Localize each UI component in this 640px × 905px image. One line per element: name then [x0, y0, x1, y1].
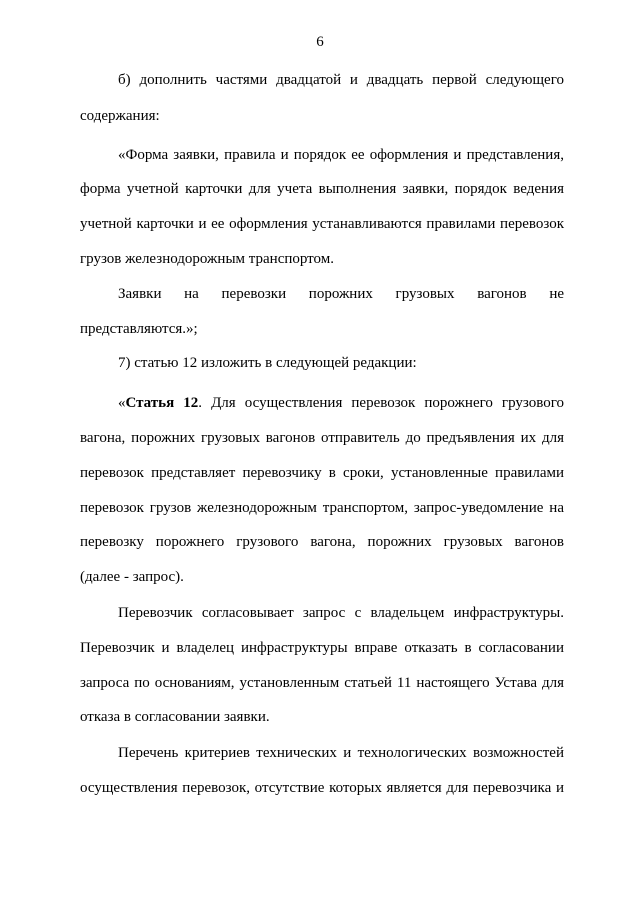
- article-open-quote: «: [118, 395, 126, 411]
- paragraph-5-line-1: [118, 394, 564, 412]
- paragraph-6-line-1: Перевозчик согласовывает запрос с владельцем инфраструктуры.: [118, 605, 564, 621]
- article-title: Статья 12: [125, 395, 199, 411]
- article-first-line-text: . Для осуществления перевозок порожнего грузового: [198, 395, 564, 411]
- paragraph-5-line-4: перевозок грузов железнодорожным транспортом, запрос-уведомление на: [80, 500, 564, 516]
- paragraph-2-line-2: форма учетной карточки для учета выполнения заявки, порядок ведения: [80, 181, 564, 197]
- paragraph-3-line-1: Заявки на перевозки порожних грузовых вагонов не: [118, 286, 564, 302]
- paragraph-3-line-2: представляются.»;: [80, 321, 198, 337]
- paragraph-2-line-1: «Форма заявки, правила и порядок ее оформления и представления,: [118, 147, 564, 163]
- paragraph-2-line-4: грузов железнодорожным транспортом.: [80, 251, 334, 267]
- paragraph-7-line-1: Перечень критериев технических и технологических возможностей: [118, 745, 564, 761]
- paragraph-4-line-1: 7) статью 12 изложить в следующей редакции:: [118, 355, 417, 371]
- paragraph-2-line-3: учетной карточки и ее оформления устанавливаются правилами перевозок: [80, 216, 564, 232]
- page-number: 6: [316, 34, 324, 50]
- paragraph-5-line-2: вагона, порожних грузовых вагонов отправитель до предъявления их для: [80, 430, 564, 446]
- paragraph-6-line-2: Перевозчик и владелец инфраструктуры вправе отказать в согласовании: [80, 640, 564, 656]
- paragraph-7-line-2: осуществления перевозок, отсутствие которых является для перевозчика и: [80, 780, 564, 796]
- paragraph-6-line-4: отказа в согласовании заявки.: [80, 709, 270, 725]
- paragraph-1-line-1: б) дополнить частями двадцатой и двадцать первой следующего: [118, 72, 564, 88]
- paragraph-6-line-3: запроса по основаниям, установленным статьей 11 настоящего Устава для: [80, 675, 564, 691]
- paragraph-5-line-6: (далее - запрос).: [80, 569, 184, 585]
- paragraph-5-line-3: перевозок представляет перевозчику в сроки, установленные правилами: [80, 465, 564, 481]
- paragraph-1-line-2: содержания:: [80, 108, 160, 124]
- paragraph-5-line-5: перевозку порожнего грузового вагона, порожних грузовых вагонов: [80, 534, 564, 550]
